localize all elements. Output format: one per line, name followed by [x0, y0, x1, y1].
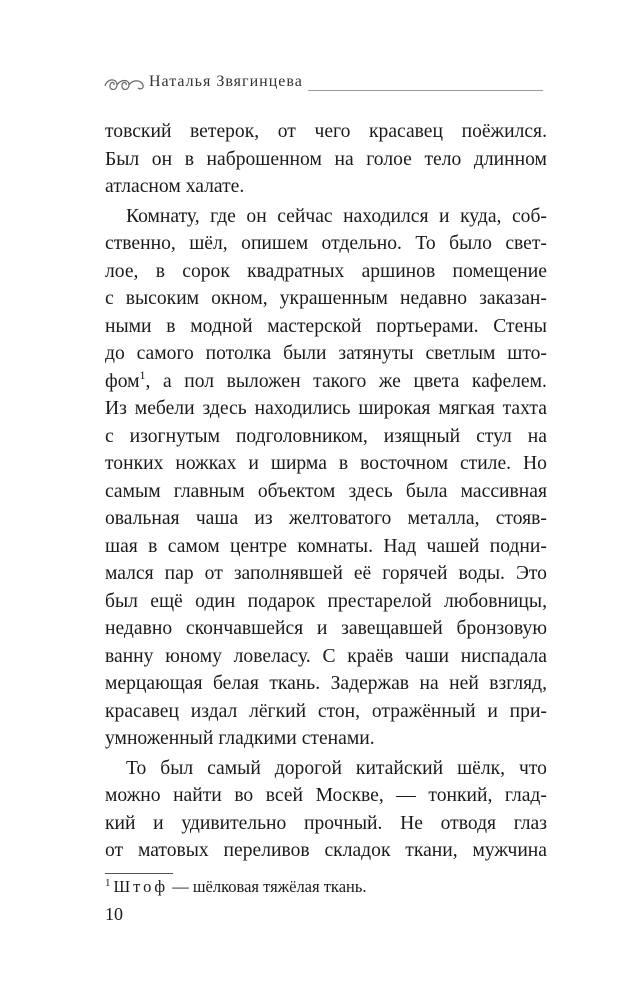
- text-line: [105, 755, 547, 783]
- word: на: [527, 425, 547, 447]
- word: отдельно.: [321, 233, 402, 254]
- word: во: [234, 785, 254, 806]
- text-line: [105, 203, 547, 231]
- word: што-: [507, 343, 547, 364]
- word: комнаты.: [297, 535, 373, 557]
- word: подголовником,: [235, 425, 368, 447]
- body-text: [105, 118, 547, 865]
- word: с: [105, 288, 114, 309]
- text-line: [105, 670, 547, 698]
- word: главным: [173, 480, 245, 502]
- word: самом: [167, 535, 220, 557]
- word: он: [151, 148, 173, 170]
- word: ванну: [105, 645, 154, 667]
- word: был: [160, 757, 194, 779]
- word: всей: [265, 785, 304, 806]
- word: что: [519, 757, 547, 779]
- word: мягкая: [438, 398, 495, 419]
- word: глад-: [504, 785, 547, 806]
- footnote-definition: — шёлковая тяжёлая ткань.: [172, 877, 367, 896]
- text-line: [105, 423, 547, 451]
- word: длинном: [473, 148, 547, 170]
- word: и: [439, 205, 450, 227]
- word: металла,: [407, 508, 480, 529]
- word: ткани,: [405, 840, 458, 861]
- text-line: [105, 368, 547, 396]
- word: мужчина: [472, 840, 547, 861]
- header-rule: [308, 90, 543, 91]
- word: и: [487, 700, 498, 722]
- word: юному: [165, 645, 222, 667]
- word: матовых: [137, 840, 209, 861]
- text-line: [105, 560, 547, 588]
- text-line: [105, 588, 547, 616]
- page-number: 10: [105, 904, 123, 924]
- text-line: [105, 615, 547, 643]
- word: ширма: [270, 453, 327, 474]
- word: объектом: [257, 480, 336, 502]
- word: завещавшей: [341, 618, 443, 639]
- swirl-ornament-icon: [103, 76, 147, 94]
- word: атласном: [105, 176, 181, 197]
- word: Комнату,: [126, 205, 200, 227]
- word: самым: [105, 480, 161, 502]
- word: китайский: [355, 757, 444, 779]
- footnote-mark: 1: [105, 877, 111, 889]
- word: стиле.: [459, 453, 512, 474]
- footnote-rule: [105, 873, 173, 874]
- word: Москве,: [315, 785, 384, 806]
- word: шёлк,: [457, 757, 506, 779]
- footnote: [105, 877, 367, 897]
- word: светлым: [425, 343, 496, 364]
- word: затянуты: [338, 343, 414, 364]
- word: С: [322, 645, 336, 667]
- word: ножках: [175, 453, 237, 474]
- text-line: [105, 395, 547, 423]
- word: лёгкий: [249, 700, 307, 722]
- word: один: [195, 590, 236, 612]
- footnote-term: Штоф: [113, 877, 169, 896]
- word: кий: [105, 812, 136, 834]
- word: чаши: [404, 645, 450, 667]
- word: воды.: [458, 563, 505, 584]
- word: взгляд,: [489, 673, 547, 694]
- word: ственно,: [105, 233, 176, 254]
- word: —: [396, 785, 416, 806]
- word: потолка: [205, 343, 272, 364]
- word: и: [316, 618, 328, 639]
- word: квадратных: [247, 260, 345, 282]
- text-line: [105, 118, 547, 146]
- word: можно: [105, 785, 161, 806]
- word: фом$^1$,: [105, 367, 151, 392]
- word: украшенным: [279, 288, 388, 309]
- word: была: [405, 480, 448, 502]
- word: в: [155, 260, 165, 282]
- word: высоким: [125, 288, 200, 309]
- word: аршинов: [361, 260, 436, 282]
- word: горячей: [382, 563, 448, 584]
- word: от: [105, 840, 124, 861]
- word: красавец: [369, 121, 443, 142]
- word: на: [334, 148, 354, 170]
- word: заказан-: [479, 288, 547, 309]
- text-line: [105, 698, 547, 726]
- word: и: [248, 453, 259, 474]
- word: овальная: [105, 508, 180, 529]
- word: поёжился.: [461, 121, 547, 142]
- word: мерцающая: [105, 673, 203, 694]
- word: восточном: [360, 453, 448, 474]
- text-line: [105, 782, 547, 810]
- word: прочный.: [303, 812, 383, 834]
- word: был: [105, 590, 138, 612]
- text-line: [105, 258, 547, 286]
- word: самый: [207, 757, 261, 779]
- word: изогнутым: [129, 425, 220, 447]
- word: ловеласу.: [233, 645, 311, 667]
- word: удивительно: [181, 812, 287, 834]
- text-line: [105, 478, 547, 506]
- word: окном,: [211, 288, 268, 309]
- word: мался: [105, 563, 154, 584]
- word: голое: [366, 148, 412, 170]
- word: недавно: [399, 288, 468, 309]
- word: в: [148, 535, 158, 557]
- word: центре: [230, 535, 287, 557]
- word: он: [246, 205, 267, 227]
- footnote-reference: 1: [139, 367, 146, 382]
- word: находился: [343, 205, 429, 227]
- word: стон,: [317, 700, 361, 722]
- word: находились: [254, 398, 351, 419]
- word: мебели: [134, 398, 195, 419]
- word: такого: [313, 370, 367, 392]
- word: чашей: [426, 535, 480, 557]
- word: из: [254, 508, 273, 529]
- word: чего: [314, 121, 351, 142]
- text-line: [105, 146, 547, 174]
- text-line: [105, 505, 547, 533]
- word: гладкими: [218, 728, 297, 749]
- word: на: [419, 673, 439, 694]
- word: отражённый: [371, 700, 476, 722]
- word: глаз: [513, 812, 547, 834]
- word: от: [277, 121, 296, 142]
- word: в: [166, 315, 176, 337]
- word: заполнявшей: [233, 563, 343, 584]
- word: ниспадала: [460, 645, 547, 667]
- word: здесь: [202, 398, 247, 419]
- word: ными: [105, 315, 152, 337]
- word: ней: [449, 673, 479, 694]
- word: а: [163, 370, 172, 392]
- word: престарелой: [327, 590, 432, 612]
- word: желтоватого: [288, 508, 392, 529]
- word: Был: [105, 148, 140, 170]
- word: помещение: [452, 260, 547, 282]
- word: умноженный: [105, 728, 214, 749]
- word: сейчас: [277, 205, 333, 227]
- word: шёл,: [189, 233, 228, 254]
- word: стул: [476, 425, 512, 447]
- word: опишем: [241, 233, 309, 254]
- author-name: Наталья Звягинцева: [149, 73, 303, 90]
- word: Это: [515, 563, 547, 584]
- word: краёв: [347, 645, 394, 667]
- word: найти: [173, 785, 222, 806]
- word: свет-: [505, 233, 547, 254]
- word: до: [105, 343, 125, 364]
- word: ветерок,: [190, 121, 260, 142]
- word: цвета: [413, 370, 460, 392]
- word: ткань.: [269, 673, 321, 694]
- word: бронзовую: [456, 618, 547, 639]
- word: в: [338, 453, 349, 474]
- word: кафелем.: [471, 370, 547, 392]
- word: самого: [136, 343, 194, 364]
- text-line: [105, 340, 547, 368]
- text-line: [105, 230, 547, 258]
- word: товский: [105, 121, 172, 142]
- word: широкая: [358, 398, 431, 419]
- word: тахта: [502, 398, 547, 419]
- text-line: [105, 837, 547, 865]
- word: куда,: [460, 205, 502, 227]
- word: издал: [190, 700, 238, 722]
- word: здесь: [348, 480, 393, 502]
- running-header: [103, 73, 543, 97]
- word: тонкий,: [428, 785, 493, 806]
- word: Над: [383, 535, 417, 557]
- word: чаша: [195, 508, 239, 529]
- word: были: [283, 343, 327, 364]
- word: в: [184, 148, 194, 170]
- word: подни-: [489, 535, 547, 557]
- word: где: [210, 205, 236, 227]
- word: портьерами.: [376, 315, 479, 337]
- word: пар: [164, 563, 194, 584]
- word: халате.: [185, 176, 245, 197]
- word: белая: [212, 673, 259, 694]
- word: тонких: [105, 453, 164, 474]
- text-line: [105, 643, 547, 671]
- word: дорогой: [274, 757, 342, 779]
- word: отводя: [440, 812, 497, 834]
- word: пол: [184, 370, 215, 392]
- word: было: [449, 233, 492, 254]
- word: складок: [324, 840, 391, 861]
- word: мастерской: [267, 315, 362, 337]
- word: Задержав: [330, 673, 410, 694]
- word: наброшенном: [206, 148, 322, 170]
- word: её: [353, 563, 372, 584]
- text-line: [105, 285, 547, 313]
- word: любовницы,: [444, 590, 547, 612]
- word: тело: [424, 148, 462, 170]
- word: ещё: [150, 590, 183, 612]
- word: изящный: [383, 425, 461, 447]
- word: лое,: [105, 260, 139, 282]
- word: То: [126, 757, 147, 779]
- word: с: [105, 425, 114, 447]
- word: выложен: [226, 370, 301, 392]
- word: красавец: [105, 700, 179, 722]
- word: массивная: [460, 480, 547, 502]
- word: и: [153, 812, 164, 834]
- text-line: [105, 450, 547, 478]
- word: скончавшейся: [185, 618, 304, 639]
- text-line: [105, 173, 547, 201]
- word: модной: [190, 315, 253, 337]
- word: же: [378, 370, 401, 392]
- word: Из: [105, 398, 127, 419]
- word: подарок: [247, 590, 316, 612]
- text-line: [105, 810, 547, 838]
- text-line: [105, 725, 547, 753]
- text-line: [105, 313, 547, 341]
- word: Не: [400, 812, 423, 834]
- word: стояв-: [495, 508, 547, 529]
- word: Но: [523, 453, 547, 474]
- word: шая: [105, 535, 138, 557]
- word: соб-: [511, 205, 547, 227]
- word: сорок: [182, 260, 230, 282]
- word: недавно: [105, 618, 173, 639]
- word: от: [204, 563, 223, 584]
- word: То: [415, 233, 436, 254]
- word: переливов: [223, 840, 310, 861]
- word: стенами.: [301, 728, 375, 749]
- word: при-: [509, 700, 547, 722]
- text-line: [105, 533, 547, 561]
- word: Стены: [493, 315, 547, 337]
